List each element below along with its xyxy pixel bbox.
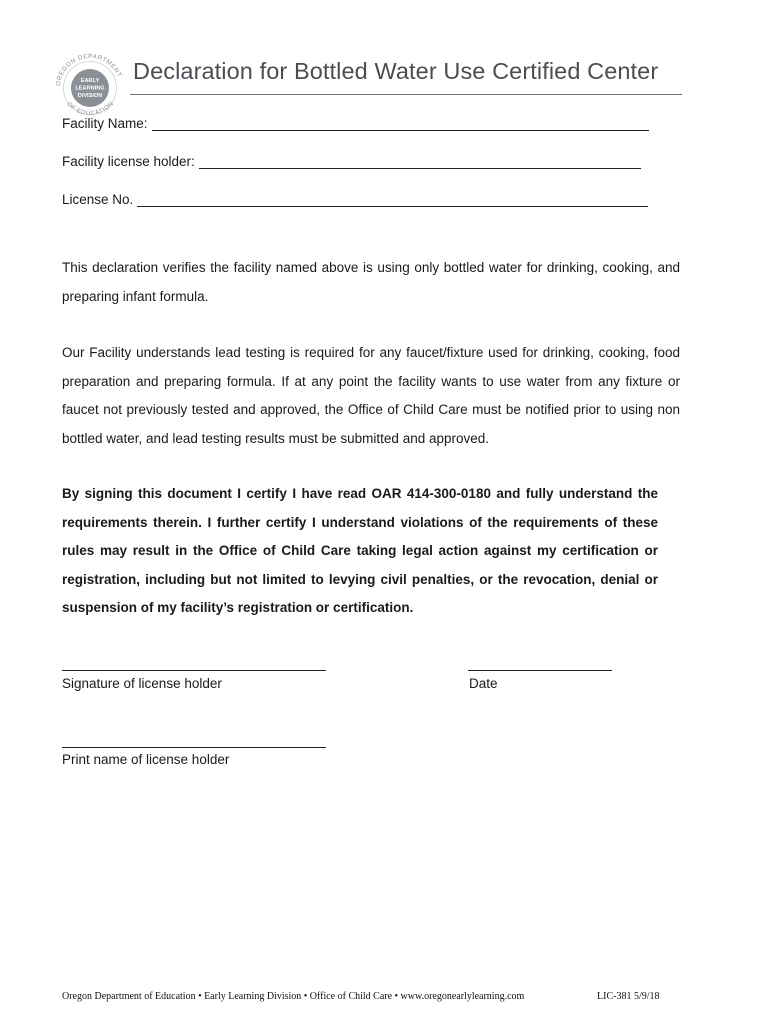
date-label: Date [469, 676, 498, 691]
facility-name-field [62, 116, 649, 131]
print-name-line[interactable] [62, 747, 326, 748]
svg-text:OREGON DEPARTMENT: OREGON DEPARTMENT [54, 52, 123, 87]
footer-form-id: LIC-381 5/9/18 [597, 991, 660, 1002]
signature-line[interactable] [62, 670, 326, 671]
svg-text:EARLY: EARLY [80, 78, 100, 84]
title-divider [130, 94, 682, 95]
print-name-label: Print name of license holder [62, 752, 230, 767]
document-title: Declaration for Bottled Water Use Certified Center [133, 58, 659, 84]
license-holder-line[interactable] [199, 154, 641, 169]
svg-text:DIVISION: DIVISION [77, 93, 103, 99]
license-holder-label: Facility license holder: [62, 154, 195, 169]
lead-testing-paragraph: Our Facility understands lead testing is required for any faucet/fixture used for drinking, cooking, food preparation and preparing formula. If at any point the facility wants to use water from any fixture or faucet not previously tested and approved, the Office of Child Care must be notified prior to using non bottled water, and lead testing results must be submitted and approved. [62, 345, 680, 446]
date-line[interactable] [468, 670, 612, 671]
license-holder-field [62, 154, 641, 169]
footer-organization: Oregon Department of Education • Early Learning Division • Office of Child Care • www.oregonearlylearning.com [62, 991, 525, 1002]
certification-paragraph: By signing this document I certify I have read OAR 414-300-0180 and fully understand the requirements therein. I further certify I understand violations of the requirements of these rules may result in the Office of Child Care taking legal action against my certification or registration, including but not limited to levying civil penalties, or the revocation, denial or suspension of my facility’s registration or certification. [62, 486, 658, 615]
facility-name-line[interactable] [152, 116, 649, 131]
declaration-paragraph: This declaration verifies the facility named above is using only bottled water for drinking, cooking, and preparing infant formula. [62, 260, 680, 304]
signature-label: Signature of license holder [62, 676, 222, 691]
license-no-line[interactable] [137, 192, 648, 207]
svg-text:LEARNING: LEARNING [75, 85, 105, 92]
license-no-field [62, 192, 648, 207]
facility-name-label: Facility Name: [62, 116, 148, 131]
svg-text:OF EDUCATION: OF EDUCATION [65, 100, 116, 118]
oregon-ode-logo [52, 48, 128, 124]
license-no-label: License No. [62, 192, 134, 207]
